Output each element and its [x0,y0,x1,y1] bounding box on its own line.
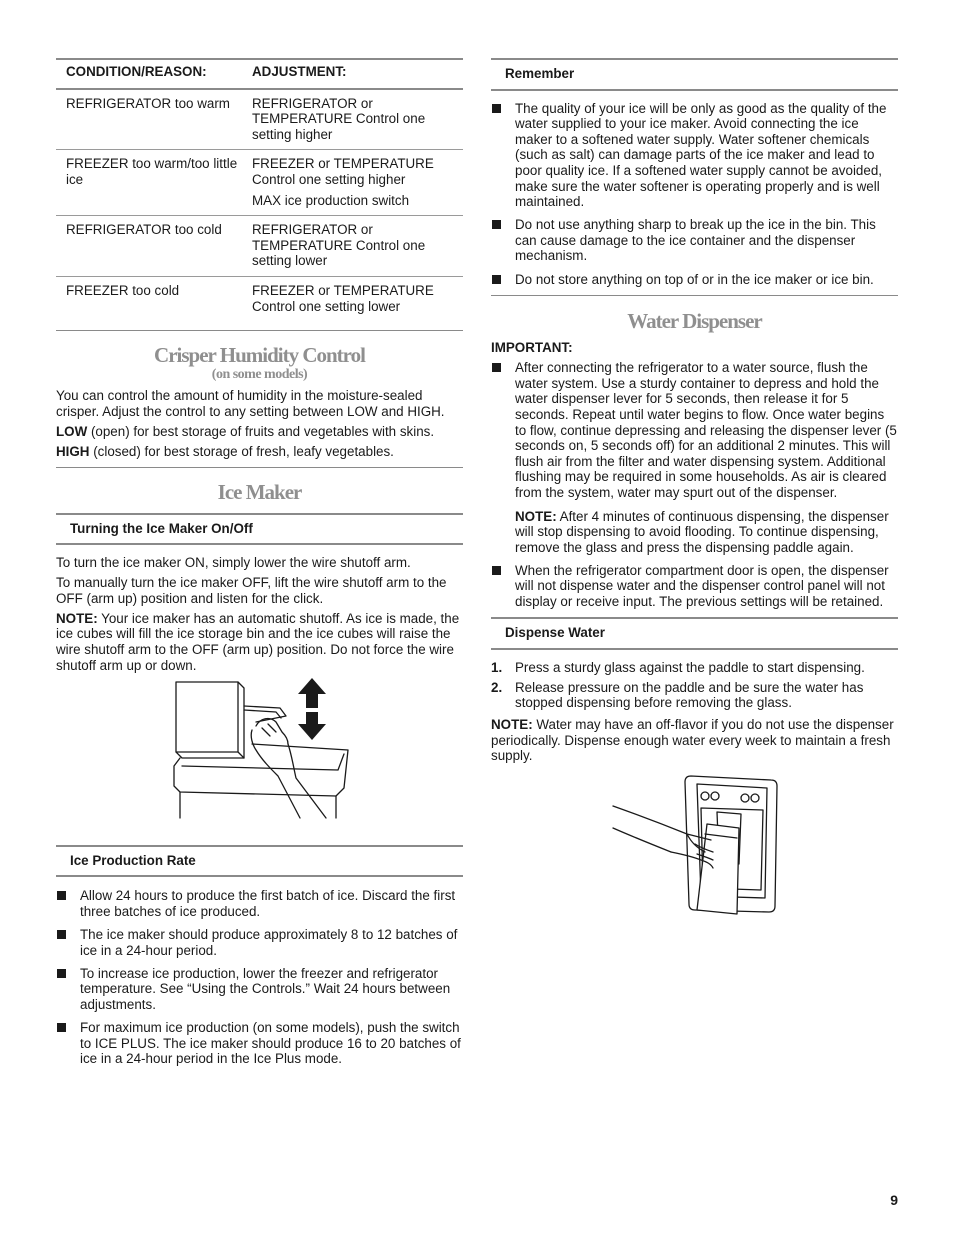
left-column [56,58,463,1074]
dispenser-drawing [491,772,898,922]
table-cell-condition: REFRIGERATOR too cold [66,222,222,238]
adjustment-text: MAX ice production switch [252,192,410,208]
table-cell-condition: FREEZER too warm/too little ice [66,156,238,187]
table-header-condition: CONDITION/REASON: [66,64,207,79]
dispenser-list [491,360,898,609]
table-cell-adjustment [252,156,463,208]
condition-adjustment-table [56,58,463,330]
rate-heading: Ice Production Rate [56,845,463,878]
table-row [56,90,463,151]
crisper-title: Crisper Humidity Control [154,343,365,368]
onoff-p2: To manually turn the ice maker OFF, lift the wire shutoff arm to the OFF (arm up) position and listen for the click. [56,575,447,606]
important-label: IMPORTANT: [491,339,573,355]
table-cell-condition: REFRIGERATOR too warm [66,95,230,111]
list-item: For maximum ice production (on some models), push the switch to ICE PLUS. The ice maker should produce 16 to 20 batches of ice in a 24-hour period in the Ice Plus mode. [56,1020,463,1067]
step-number: 2. [491,679,503,695]
onoff-p1: To turn the ice maker ON, simply lower the wire shutoff arm. [56,555,411,571]
table-header-adjustment: ADJUSTMENT: [252,64,347,79]
dispense-steps [491,660,898,711]
table-row [56,216,463,277]
note-label: NOTE: [515,508,557,524]
adjustment-text: FREEZER or TEMPERATURE Control one setting higher [252,156,434,187]
high-label: HIGH [56,443,90,459]
list-item: The quality of your ice will be only as good as the quality of the water supplied to your ice maker. Avoid connecting the ice maker to a softened water supply. Water softener chemicals (such as salt) can damage parts of the ice maker and lead to poor quality ice. If a softened water supply cannot be avoided, make sure the water softener is operating properly and is well maintained. [491,101,898,210]
remember-heading: Remember [491,58,898,91]
step-item [491,680,898,711]
crisper-intro: You can control the amount of humidity in the moisture-sealed crisper. Adjust the control to any setting between LOW and HIGH. [56,388,445,419]
adjustment-text: FREEZER or TEMPERATURE Control one setting lower [252,282,434,314]
page-number: 9 [890,1192,898,1208]
water-dispenser-title: Water Dispenser [627,308,762,333]
remember-list [491,101,898,288]
step-number: 1. [491,659,503,675]
list-item: When the refrigerator compartment door is open, the dispenser will not dispense water and the dispenser control panel will not display or receive input. The previous settings will be retained. [491,563,898,610]
list-item: Do not use anything sharp to break up the ice in the bin. This can cause damage to the ice container and the dispenser mechanism. [491,217,898,264]
table-row [56,150,463,216]
list-item: Allow 24 hours to produce the first batch of ice. Discard the first three batches of ice produced. [56,888,463,919]
adjustment-text: REFRIGERATOR or TEMPERATURE Control one setting higher [252,95,426,142]
dispenser-item-text: After connecting the refrigerator to a water source, flush the water system. Use a sturdy container to depress and hold the water dispenser lever for 5 seconds, then release it for 5 seconds. Repeat until water begins to flow. Once water begins to flow, continue depressing and releasing the dispenser lever (5 seconds on, 5 seconds off) for an additional 2 minutes. This will flush air from the filter and water dispensing system. Additional flushing may be required in some households. As air is cleared from the system, water may spurt out of the dispenser. [515,360,897,500]
note-label: NOTE: [491,717,533,732]
table-header-row [56,60,463,90]
ice-maker-drawing [56,678,463,838]
table-cell-adjustment [252,222,463,269]
low-label: LOW [56,423,88,439]
table-row [56,277,463,330]
dispenser-item-note: NOTE: After 4 minutes of continuous dispensing, the dispenser will stop dispensing to avoid flooding. To continue dispensing, remove the glass and press the dispensing paddle again. [515,508,889,555]
table-cell-adjustment [252,283,463,314]
note-label: NOTE: [56,610,98,626]
ice-maker-note: NOTE: Your ice maker has an automatic shutoff. As ice is made, the ice cubes will fill the ice storage bin and the ice cubes will raise the wire shutoff arm to the OFF (arm up) position. Do not force the wire shutoff arm up or down. [56,610,460,673]
step-text: Press a sturdy glass against the paddle to start dispensing. [515,659,865,675]
crisper-low-text: LOW (open) for best storage of fruits and vegetables with skins. [56,423,435,439]
crisper-high-text: HIGH (closed) for best storage of fresh, leafy vegetables. [56,443,394,459]
list-item: The ice maker should produce approximately 8 to 12 batches of ice in a 24-hour period. [56,927,463,958]
dispense-note: NOTE: Water may have an off-flavor if you do not use the dispenser periodically. Dispense enough water every week to maintain a fresh supply. [491,717,894,764]
right-column [491,58,898,922]
step-item [491,660,898,676]
section-divider [56,467,463,468]
step-text: Release pressure on the paddle and be sure the water has stopped dispensing before removing the glass. [515,679,864,711]
table-cell-adjustment [252,96,463,143]
crisper-subtitle: (on some models) [211,367,308,383]
ice-maker-title: Ice Maker [217,479,302,504]
section-divider [56,330,463,331]
ice-maker-illustration [56,678,463,838]
adjustment-text: REFRIGERATOR or TEMPERATURE Control one setting lower [252,222,426,269]
section-divider [491,295,898,296]
dispense-heading: Dispense Water [491,617,898,650]
list-item: To increase ice production, lower the freezer and refrigerator temperature. See “Using the Controls.” Wait 24 hours between adjustments. [56,966,463,1013]
list-item [491,360,898,555]
rate-list [56,888,463,1066]
list-item: Do not store anything on top of or in the ice maker or ice bin. [491,272,898,288]
dispenser-illustration [491,772,898,922]
onoff-heading: Turning the Ice Maker On/Off [56,513,463,546]
table-cell-condition: FREEZER too cold [66,282,180,298]
